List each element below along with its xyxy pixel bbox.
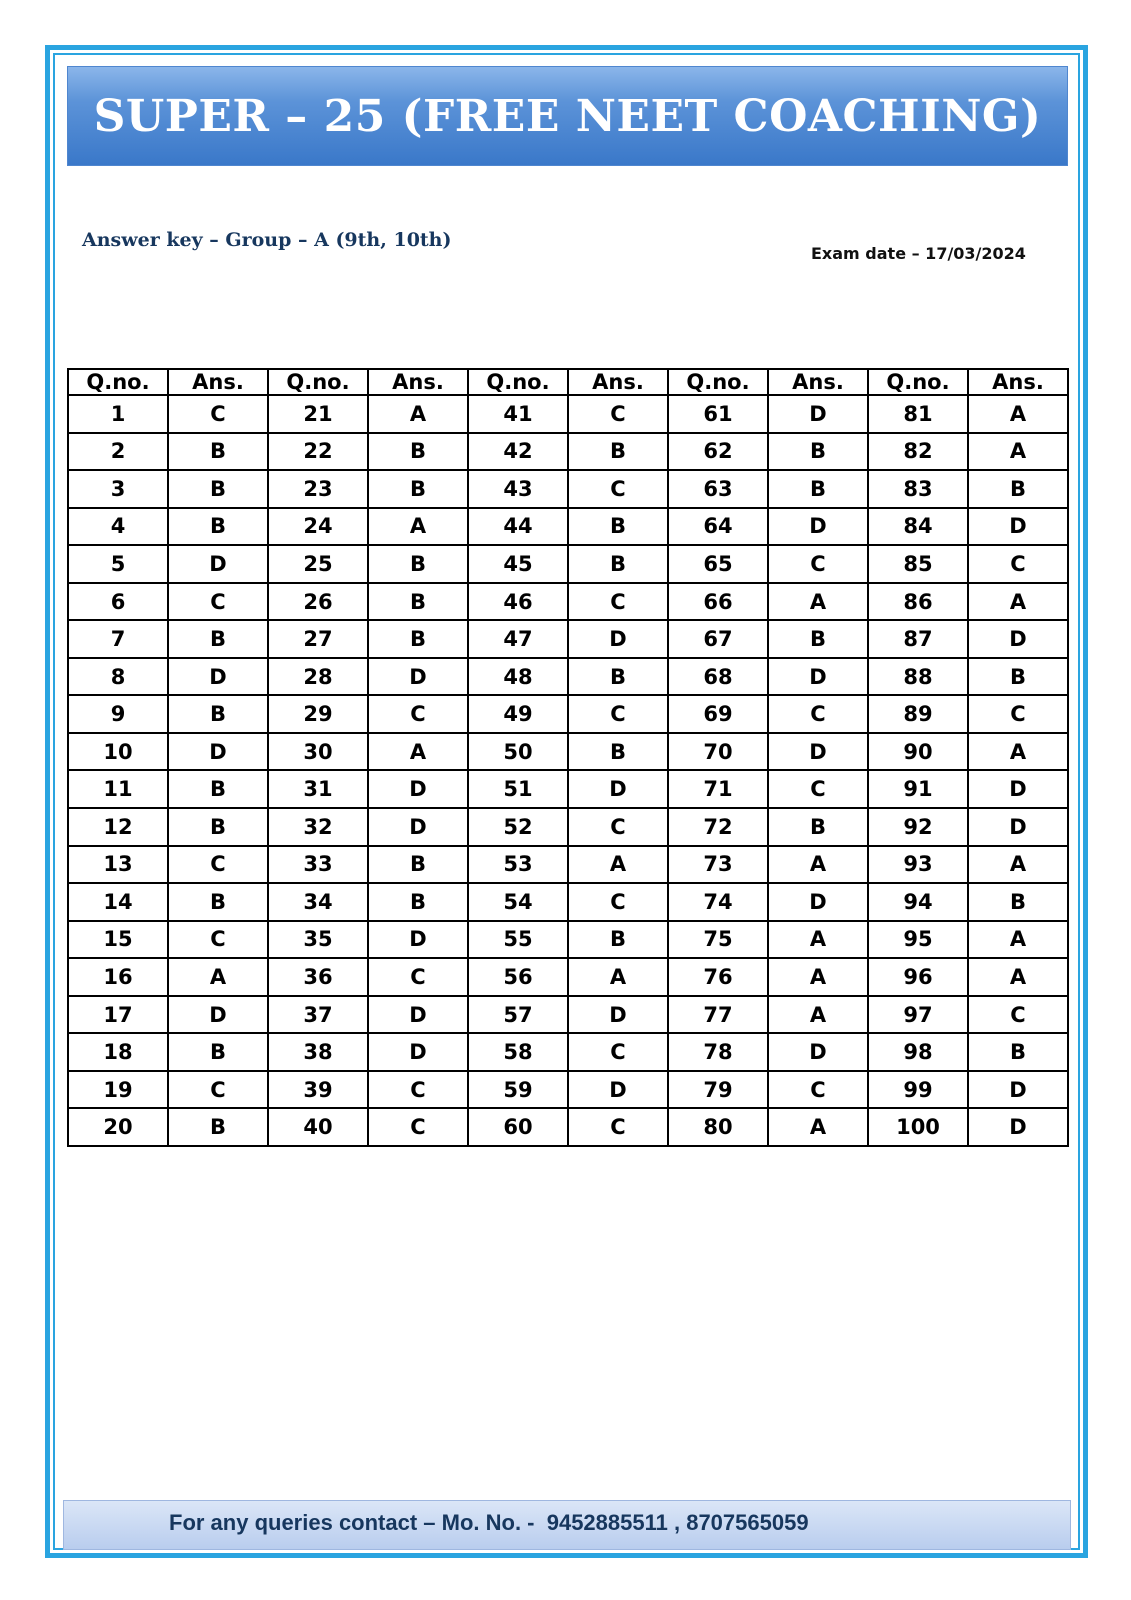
answer-cell: A — [968, 433, 1068, 471]
question-number-cell: 62 — [668, 433, 768, 471]
question-number-cell: 9 — [68, 695, 168, 733]
question-number-cell: 89 — [868, 695, 968, 733]
answer-cell: A — [568, 846, 668, 884]
question-number-cell: 33 — [268, 846, 368, 884]
answer-cell: B — [168, 1108, 268, 1146]
question-number-cell: 90 — [868, 733, 968, 771]
answer-cell: A — [768, 921, 868, 959]
table-row — [68, 1033, 1068, 1071]
question-number-cell: 93 — [868, 846, 968, 884]
answer-cell: A — [968, 583, 1068, 621]
answer-cell: C — [168, 583, 268, 621]
answer-cell: B — [168, 695, 268, 733]
answer-cell: B — [368, 583, 468, 621]
question-number-cell: 68 — [668, 658, 768, 696]
question-number-cell: 19 — [68, 1071, 168, 1109]
answer-cell: D — [168, 996, 268, 1034]
question-number-cell: 17 — [68, 996, 168, 1034]
answer-cell: C — [168, 846, 268, 884]
question-number-cell: 40 — [268, 1108, 368, 1146]
answer-cell: A — [968, 733, 1068, 771]
question-number-cell: 31 — [268, 770, 368, 808]
question-number-cell: 2 — [68, 433, 168, 471]
question-number-cell: 84 — [868, 508, 968, 546]
table-row — [68, 958, 1068, 996]
answer-cell: A — [968, 846, 1068, 884]
answer-cell: D — [368, 921, 468, 959]
question-number-cell: 44 — [468, 508, 568, 546]
header-ans: Ans. — [968, 369, 1068, 395]
question-number-cell: 10 — [68, 733, 168, 771]
answer-cell: D — [368, 996, 468, 1034]
question-number-cell: 18 — [68, 1033, 168, 1071]
question-number-cell: 77 — [668, 996, 768, 1034]
answer-cell: C — [768, 1071, 868, 1109]
question-number-cell: 22 — [268, 433, 368, 471]
answer-cell: A — [368, 733, 468, 771]
answer-cell: B — [968, 883, 1068, 921]
answer-cell: D — [368, 1033, 468, 1071]
footer-contact-text: For any queries contact – Mo. No. - 9452885511 , 8707565059 — [169, 1510, 809, 1535]
question-number-cell: 82 — [868, 433, 968, 471]
answer-cell: A — [568, 958, 668, 996]
question-number-cell: 30 — [268, 733, 368, 771]
answer-cell: C — [768, 545, 868, 583]
table-body — [68, 395, 1068, 1146]
table-row — [68, 996, 1068, 1034]
question-number-cell: 45 — [468, 545, 568, 583]
answer-cell: D — [968, 1071, 1068, 1109]
answer-cell: B — [568, 658, 668, 696]
question-number-cell: 35 — [268, 921, 368, 959]
question-number-cell: 66 — [668, 583, 768, 621]
table-row — [68, 733, 1068, 771]
header-qno: Q.no. — [68, 369, 168, 395]
table-row — [68, 846, 1068, 884]
question-number-cell: 5 — [68, 545, 168, 583]
question-number-cell: 41 — [468, 395, 568, 433]
table-row — [68, 470, 1068, 508]
question-number-cell: 27 — [268, 620, 368, 658]
table-row — [68, 620, 1068, 658]
table-header-row — [68, 369, 1068, 395]
header-qno: Q.no. — [868, 369, 968, 395]
answer-cell: C — [568, 583, 668, 621]
answer-cell: B — [968, 658, 1068, 696]
question-number-cell: 36 — [268, 958, 368, 996]
question-number-cell: 58 — [468, 1033, 568, 1071]
answer-cell: B — [368, 883, 468, 921]
answer-cell: C — [968, 545, 1068, 583]
answer-cell: B — [968, 1033, 1068, 1071]
answer-cell: A — [768, 958, 868, 996]
question-number-cell: 78 — [668, 1033, 768, 1071]
answer-cell: B — [168, 883, 268, 921]
question-number-cell: 11 — [68, 770, 168, 808]
answer-cell: B — [368, 620, 468, 658]
answer-cell: C — [568, 695, 668, 733]
answer-cell: C — [568, 470, 668, 508]
question-number-cell: 48 — [468, 658, 568, 696]
question-number-cell: 72 — [668, 808, 768, 846]
header-ans: Ans. — [568, 369, 668, 395]
answer-cell: B — [368, 545, 468, 583]
answer-cell: B — [368, 433, 468, 471]
answer-cell: B — [168, 1033, 268, 1071]
table-row — [68, 1071, 1068, 1109]
answer-cell: C — [368, 695, 468, 733]
question-number-cell: 56 — [468, 958, 568, 996]
question-number-cell: 54 — [468, 883, 568, 921]
question-number-cell: 85 — [868, 545, 968, 583]
question-number-cell: 37 — [268, 996, 368, 1034]
header-ans: Ans. — [768, 369, 868, 395]
answer-cell: A — [368, 395, 468, 433]
answer-cell: D — [568, 1071, 668, 1109]
question-number-cell: 24 — [268, 508, 368, 546]
question-number-cell: 80 — [668, 1108, 768, 1146]
answer-cell: A — [968, 958, 1068, 996]
table-row — [68, 808, 1068, 846]
header-qno: Q.no. — [468, 369, 568, 395]
answer-cell: D — [368, 770, 468, 808]
answer-cell: D — [168, 733, 268, 771]
question-number-cell: 43 — [468, 470, 568, 508]
answer-cell: B — [168, 620, 268, 658]
answer-cell: D — [568, 996, 668, 1034]
answer-cell: C — [368, 1108, 468, 1146]
question-number-cell: 16 — [68, 958, 168, 996]
title-banner — [67, 66, 1068, 166]
table-row — [68, 395, 1068, 433]
answer-cell: C — [768, 770, 868, 808]
answer-cell: D — [968, 770, 1068, 808]
answer-cell: A — [768, 1108, 868, 1146]
answer-cell: D — [168, 545, 268, 583]
answer-cell: D — [368, 808, 468, 846]
question-number-cell: 87 — [868, 620, 968, 658]
question-number-cell: 74 — [668, 883, 768, 921]
question-number-cell: 53 — [468, 846, 568, 884]
question-number-cell: 83 — [868, 470, 968, 508]
answer-cell: D — [168, 658, 268, 696]
question-number-cell: 96 — [868, 958, 968, 996]
answer-cell: A — [368, 508, 468, 546]
question-number-cell: 51 — [468, 770, 568, 808]
header-qno: Q.no. — [668, 369, 768, 395]
question-number-cell: 4 — [68, 508, 168, 546]
question-number-cell: 42 — [468, 433, 568, 471]
question-number-cell: 47 — [468, 620, 568, 658]
answer-cell: D — [968, 508, 1068, 546]
answer-cell: B — [768, 808, 868, 846]
answer-cell: C — [168, 1071, 268, 1109]
question-number-cell: 38 — [268, 1033, 368, 1071]
answer-cell: D — [568, 770, 668, 808]
question-number-cell: 88 — [868, 658, 968, 696]
question-number-cell: 79 — [668, 1071, 768, 1109]
answer-cell: C — [568, 808, 668, 846]
question-number-cell: 28 — [268, 658, 368, 696]
question-number-cell: 6 — [68, 583, 168, 621]
question-number-cell: 20 — [68, 1108, 168, 1146]
answer-cell: D — [768, 395, 868, 433]
answer-cell: B — [168, 770, 268, 808]
answer-cell: B — [768, 433, 868, 471]
question-number-cell: 7 — [68, 620, 168, 658]
answer-cell: B — [368, 846, 468, 884]
question-number-cell: 99 — [868, 1071, 968, 1109]
answer-cell: B — [568, 921, 668, 959]
answer-cell: B — [168, 508, 268, 546]
table-row — [68, 545, 1068, 583]
answer-cell: B — [768, 620, 868, 658]
answer-cell: A — [968, 395, 1068, 433]
question-number-cell: 15 — [68, 921, 168, 959]
answer-cell: B — [168, 808, 268, 846]
question-number-cell: 1 — [68, 395, 168, 433]
answer-cell: D — [768, 658, 868, 696]
question-number-cell: 61 — [668, 395, 768, 433]
table-row — [68, 433, 1068, 471]
answer-cell: C — [968, 996, 1068, 1034]
question-number-cell: 52 — [468, 808, 568, 846]
answer-cell: C — [568, 883, 668, 921]
answer-cell: C — [568, 395, 668, 433]
answer-cell: C — [368, 1071, 468, 1109]
answer-cell: B — [568, 508, 668, 546]
answer-cell: D — [968, 1108, 1068, 1146]
answer-cell: D — [768, 1033, 868, 1071]
answer-cell: D — [768, 883, 868, 921]
question-number-cell: 60 — [468, 1108, 568, 1146]
question-number-cell: 69 — [668, 695, 768, 733]
answer-cell: C — [568, 1108, 668, 1146]
question-number-cell: 46 — [468, 583, 568, 621]
question-number-cell: 91 — [868, 770, 968, 808]
answer-key-table — [67, 368, 1069, 1147]
question-number-cell: 98 — [868, 1033, 968, 1071]
answer-cell: B — [568, 433, 668, 471]
question-number-cell: 8 — [68, 658, 168, 696]
question-number-cell: 64 — [668, 508, 768, 546]
question-number-cell: 94 — [868, 883, 968, 921]
answer-cell: C — [968, 695, 1068, 733]
question-number-cell: 29 — [268, 695, 368, 733]
answer-cell: C — [368, 958, 468, 996]
question-number-cell: 97 — [868, 996, 968, 1034]
question-number-cell: 65 — [668, 545, 768, 583]
question-number-cell: 57 — [468, 996, 568, 1034]
question-number-cell: 34 — [268, 883, 368, 921]
question-number-cell: 63 — [668, 470, 768, 508]
question-number-cell: 23 — [268, 470, 368, 508]
answer-cell: C — [768, 695, 868, 733]
question-number-cell: 39 — [268, 1071, 368, 1109]
answer-cell: D — [768, 733, 868, 771]
question-number-cell: 50 — [468, 733, 568, 771]
question-number-cell: 13 — [68, 846, 168, 884]
answer-cell: D — [968, 808, 1068, 846]
answer-cell: C — [568, 1033, 668, 1071]
question-number-cell: 92 — [868, 808, 968, 846]
answer-cell: B — [968, 470, 1068, 508]
answer-cell: B — [568, 545, 668, 583]
table-row — [68, 695, 1068, 733]
question-number-cell: 49 — [468, 695, 568, 733]
page-title: SUPER – 25 (FREE NEET COACHING) — [93, 90, 1042, 142]
question-number-cell: 25 — [268, 545, 368, 583]
answer-cell: D — [968, 620, 1068, 658]
header-qno: Q.no. — [268, 369, 368, 395]
answer-cell: B — [168, 470, 268, 508]
answer-cell: A — [168, 958, 268, 996]
question-number-cell: 75 — [668, 921, 768, 959]
answer-cell: C — [168, 921, 268, 959]
question-number-cell: 73 — [668, 846, 768, 884]
question-number-cell: 26 — [268, 583, 368, 621]
question-number-cell: 70 — [668, 733, 768, 771]
question-number-cell: 3 — [68, 470, 168, 508]
answer-cell: D — [768, 508, 868, 546]
table-row — [68, 508, 1068, 546]
question-number-cell: 76 — [668, 958, 768, 996]
question-number-cell: 81 — [868, 395, 968, 433]
answer-cell: A — [768, 846, 868, 884]
table-row — [68, 583, 1068, 621]
question-number-cell: 12 — [68, 808, 168, 846]
question-number-cell: 21 — [268, 395, 368, 433]
question-number-cell: 14 — [68, 883, 168, 921]
answer-cell: A — [768, 996, 868, 1034]
answer-cell: B — [568, 733, 668, 771]
answer-cell: A — [968, 921, 1068, 959]
table-row — [68, 658, 1068, 696]
answer-cell: B — [168, 433, 268, 471]
question-number-cell: 55 — [468, 921, 568, 959]
question-number-cell: 71 — [668, 770, 768, 808]
answer-cell: C — [168, 395, 268, 433]
answer-cell: B — [768, 470, 868, 508]
table-row — [68, 921, 1068, 959]
question-number-cell: 86 — [868, 583, 968, 621]
table-row — [68, 883, 1068, 921]
question-number-cell: 95 — [868, 921, 968, 959]
answer-cell: B — [368, 470, 468, 508]
header-ans: Ans. — [168, 369, 268, 395]
exam-date: Exam date – 17/03/2024 — [811, 244, 1026, 263]
answer-cell: A — [768, 583, 868, 621]
answer-key-subtitle: Answer key – Group – A (9th, 10th) — [82, 229, 452, 251]
header-ans: Ans. — [368, 369, 468, 395]
question-number-cell: 59 — [468, 1071, 568, 1109]
answer-cell: D — [368, 658, 468, 696]
table-row — [68, 770, 1068, 808]
question-number-cell: 67 — [668, 620, 768, 658]
question-number-cell: 100 — [868, 1108, 968, 1146]
table-row — [68, 1108, 1068, 1146]
question-number-cell: 32 — [268, 808, 368, 846]
answer-cell: D — [568, 620, 668, 658]
